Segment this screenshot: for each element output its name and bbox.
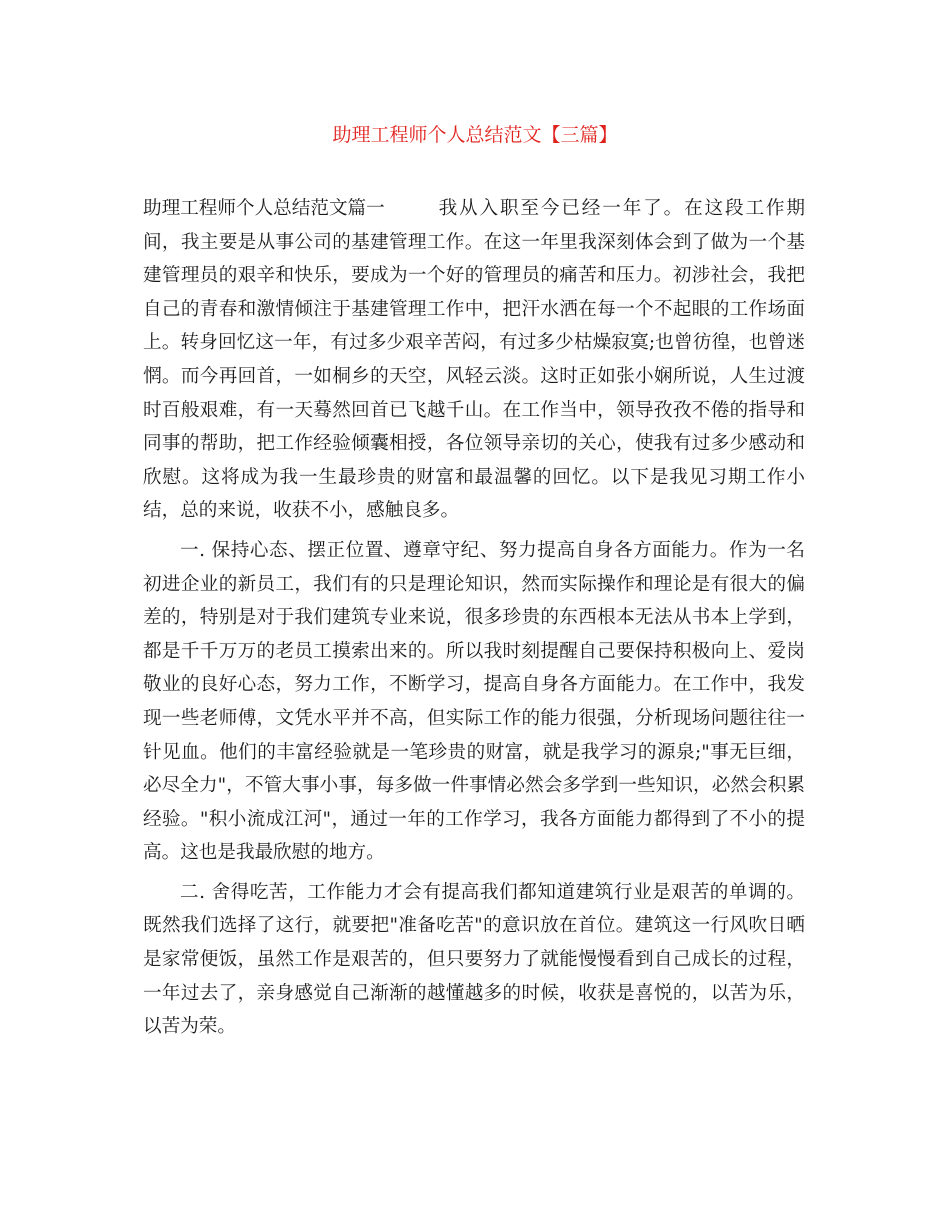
document-title: 助理工程师个人总结范文【三篇】 bbox=[332, 124, 618, 146]
document-body bbox=[143, 192, 805, 1050]
section-one-paragraph: 一. 保持心态、摆正位置、遵章守纪、努力提高自身各方面能力。作为一名初进企业的新员工，我们有的只是理论知识，然而实际操作和理论是有很大的偏差的，特别是对于我们建筑专业来说，很多珍贵的东西根本无法从书本上学到，都是千千万万的老员工摸索出来的。所以我时刻提醒自己要保持积极向上、爱岗敬业的良好心态，努力工作，不断学习，提高自身各方面能力。在工作中，我发现一些老师傅，文凭水平并不高，但实际工作的能力很强，分析现场问题往往一针见血。他们的丰富经验就是一笔珍贵的财富，就是我学习的源泉;"事无巨细，必尽全力"，不管大事小事，每多做一件事情必然会多学到一些知识，必然会积累经验。"积小流成江河"，通过一年的工作学习，我各方面能力都得到了不小的提高。这也是我最欣慰的地方。 bbox=[143, 539, 805, 864]
intro-heading: 助理工程师个人总结范文篇一 bbox=[143, 198, 385, 219]
intro-text: 我从入职至今已经一年了。在这段工作期间，我主要是从事公司的基建管理工作。在这一年里我深刻体会到了做为一个基建管理员的艰辛和快乐，要成为一个好的管理员的痛苦和压力。初涉社会，我把自己的青春和激情倾注于基建管理工作中，把汗水洒在每一个不起眼的工作场面上。转身回忆这一年，有过多少艰辛苦闷，有过多少枯燥寂寞;也曾彷徨，也曾迷惘。而今再回首，一如桐乡的天空，风轻云淡。这时正如张小娴所说，人生过渡时百般艰难，有一天蓦然回首已飞越千山。在工作当中，领导孜孜不倦的指导和同事的帮助，把工作经验倾囊相授，各位领导亲切的关心，使我有过多少感动和欣慰。这将成为我一生最珍贵的财富和最温馨的回忆。以下是我见习期工作小结，总的来说，收获不小，感触良多。 bbox=[143, 198, 805, 522]
section-two-paragraph: 二. 舍得吃苦，工作能力才会有提高我们都知道建筑行业是艰苦的单调的。既然我们选择了这行，就要把"准备吃苦"的意识放在首位。建筑这一行风吹日晒是家常便饭，虽然工作是艰苦的，但只要努力了就能慢慢看到自己成长的过程，一年过去了，亲身感觉自己渐渐的越懂越多的时候，收获是喜悦的，以苦为乐，以苦为荣。 bbox=[143, 881, 805, 1038]
intro-paragraph bbox=[143, 192, 805, 528]
